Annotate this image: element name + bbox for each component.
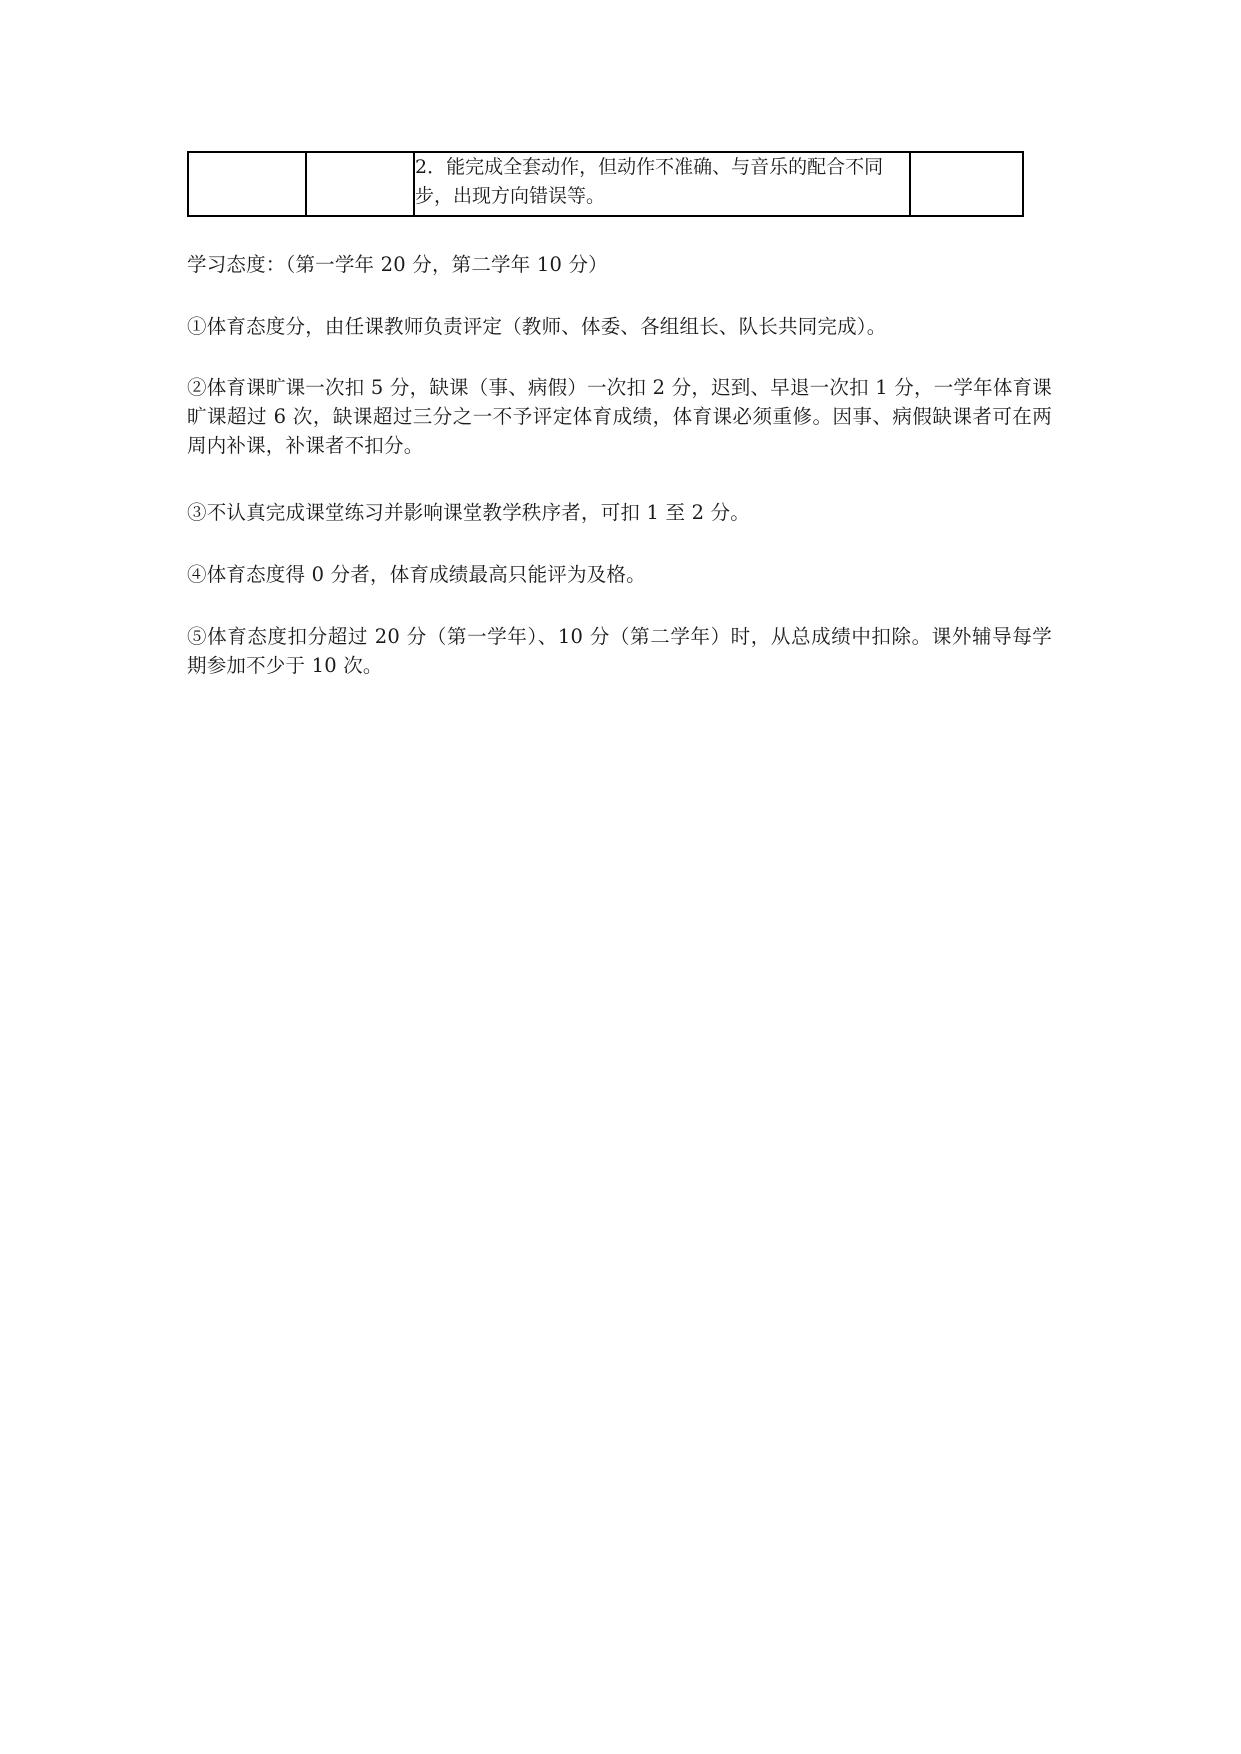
- table-row: [188, 152, 1023, 216]
- rule-item-4: ④体育态度得 0 分者，体育成绩最高只能评为及格。: [187, 563, 646, 586]
- rule-item-5: ⑤体育态度扣分超过 20 分（第一学年）、10 分（第二学年）时，从总成绩中扣除。课外辅导每学期参加不少于 10 次。: [187, 625, 1052, 677]
- grading-table: [187, 151, 1024, 217]
- rule-item-1: ①体育态度分，由任课教师负责评定（教师、体委、各组组长、队长共同完成）。: [187, 315, 887, 338]
- table-cell-empty-2: [306, 152, 414, 216]
- rule-item-3: ③不认真完成课堂练习并影响课堂教学秩序者，可扣 1 至 2 分。: [187, 501, 751, 524]
- section-title: 学习态度：（第一学年 20 分，第二学年 10 分）: [187, 253, 608, 276]
- table-cell-criteria: 2．能完成全套动作，但动作不准确、与音乐的配合不同步，出现方向错误等。: [414, 152, 910, 216]
- table-cell-empty-4: [910, 152, 1023, 216]
- rule-item-2: ②体育课旷课一次扣 5 分，缺课（事、病假）一次扣 2 分，迟到、早退一次扣 1 分，一学年体育课旷课超过 6 次，缺课超过三分之一不予评定体育成绩，体育课必须重修。因事、病假缺课者可在两周内补课，补课者不扣分。: [187, 376, 1052, 457]
- table-cell-empty-1: [188, 152, 306, 216]
